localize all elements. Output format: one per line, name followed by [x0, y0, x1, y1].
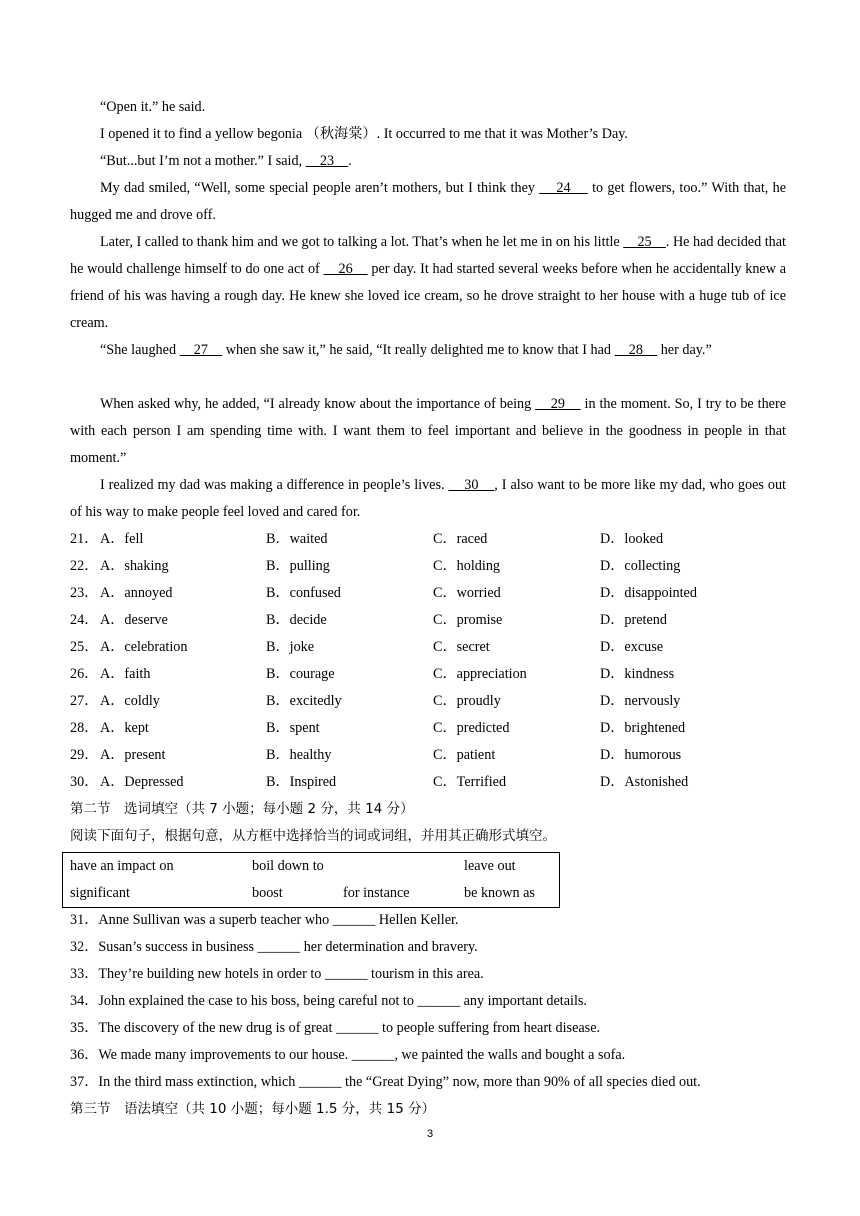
option-b: B．excitedly: [266, 693, 342, 709]
passage-paragraph-realized: I realized my dad was making a difference in people’s lives. 30 , I also want to be more like my dad, who goes out of his way to make people feel loved and cared for.: [70, 477, 786, 520]
option-a: A．celebration: [100, 639, 188, 655]
option-row-28: [70, 715, 790, 742]
question-36: 36．We made many improvements to our house. ______, we painted the walls and bought a sofa.: [70, 1047, 626, 1063]
option-c: C．raced: [433, 531, 488, 547]
passage-line-begonia: I opened it to find a yellow begonia （秋海棠）. It occurred to me that it was Mother’s Day.: [100, 126, 628, 142]
option-a: A．annoyed: [100, 585, 173, 601]
blank-23: 23: [305, 153, 349, 169]
passage-paragraph-when-asked: When asked why, he added, “I already know about the importance of being 29 in the moment. So, I try to be there with each person I am spending time with. I want them to feel important and believe in the goodness in people in that moment.”: [70, 396, 786, 466]
question-33: 33．They’re building new hotels in order to ______ tourism in this area.: [70, 966, 484, 982]
option-c: C．secret: [433, 639, 490, 655]
option-d: D．brightened: [600, 720, 686, 736]
word-bank-item: boost: [252, 885, 283, 901]
section2-heading: 第二节 选词填空（共 7 小题；每小题 2 分，共 14 分）: [70, 801, 414, 817]
option-a: A．Depressed: [100, 774, 184, 790]
option-b: B．courage: [266, 666, 335, 682]
section3-heading: 第三节 语法填空（共 10 小题；每小题 1.5 分，共 15 分）: [70, 1101, 436, 1117]
option-b: B．Inspired: [266, 774, 337, 790]
word-bank-item: be known as: [464, 885, 535, 901]
option-row-29: [70, 742, 790, 769]
option-d: D．humorous: [600, 747, 682, 763]
option-c: C．proudly: [433, 693, 501, 709]
option-row-26: [70, 661, 790, 688]
option-d: D．excuse: [600, 639, 664, 655]
question-number: 27．: [70, 693, 99, 709]
option-c: C．holding: [433, 558, 501, 574]
option-a: A．present: [100, 747, 166, 763]
question-31: 31．Anne Sullivan was a superb teacher who ______ Hellen Keller.: [70, 912, 459, 928]
option-a: A．coldly: [100, 693, 160, 709]
option-d: D．Astonished: [600, 774, 689, 790]
blank-29: 29: [535, 396, 581, 412]
blank-27: 27: [179, 342, 223, 358]
blank-26: 26: [323, 261, 368, 277]
question-number: 21．: [70, 531, 99, 547]
question-37: 37．In the third mass extinction, which ______ the “Great Dying” now, more than 90% of all species died out.: [70, 1074, 701, 1090]
option-b: B．pulling: [266, 558, 330, 574]
option-b: B．confused: [266, 585, 341, 601]
section2-instruction: 阅读下面句子，根据句意，从方框中选择恰当的词或词组，并用其正确形式填空。: [70, 828, 556, 844]
option-row-22: [70, 553, 790, 580]
blank-30: 30: [448, 477, 495, 493]
passage-paragraph-secret: Later, I called to thank him and we got to talking a lot. That’s when he let me in on his little 25 . He had decided that he would challenge himself to do one act of 26 per day. It had started several weeks before when he accidentally knew a friend of his was having a rough day. He knew she loved ice cream, so he drove straight to her house with a huge tub of ice cream.: [70, 234, 787, 331]
blank-25: 25: [623, 234, 666, 250]
question-35: 35．The discovery of the new drug is of great ______ to people suffering from heart disease.: [70, 1020, 601, 1036]
question-number: 30．: [70, 774, 99, 790]
page-number: 3: [426, 1128, 434, 1140]
word-bank-item: have an impact on: [70, 858, 174, 874]
option-b: B．healthy: [266, 747, 332, 763]
option-a: A．faith: [100, 666, 151, 682]
blank-24: 24: [539, 180, 588, 196]
option-d: D．pretend: [600, 612, 667, 628]
word-bank-item: leave out: [464, 858, 516, 874]
option-c: C．promise: [433, 612, 503, 628]
word-bank-item: boil down to: [252, 858, 324, 874]
option-d: D．nervously: [600, 693, 681, 709]
option-b: B．decide: [266, 612, 327, 628]
passage-line-not-mother: “But...but I’m not a mother.” I said, 23 .: [100, 153, 352, 169]
question-32: 32．Susan’s success in business ______ her determination and bravery.: [70, 939, 478, 955]
option-a: A．deserve: [100, 612, 168, 628]
question-number: 26．: [70, 666, 99, 682]
option-row-25: [70, 634, 790, 661]
option-c: C．predicted: [433, 720, 510, 736]
option-c: C．worried: [433, 585, 501, 601]
option-row-27: [70, 688, 790, 715]
option-d: D．collecting: [600, 558, 681, 574]
passage-paragraph-she-laughed: “She laughed 27 when she saw it,” he said, “It really delighted me to know that I had 28 her day.”: [100, 342, 712, 358]
option-b: B．joke: [266, 639, 315, 655]
option-c: C．appreciation: [433, 666, 527, 682]
option-row-30: [70, 769, 790, 796]
option-row-23: [70, 580, 790, 607]
question-number: 28．: [70, 720, 99, 736]
option-a: A．fell: [100, 531, 144, 547]
question-34: 34．John explained the case to his boss, being careful not to ______ any important details.: [70, 993, 587, 1009]
option-a: A．shaking: [100, 558, 169, 574]
option-b: B．spent: [266, 720, 320, 736]
option-c: C．patient: [433, 747, 496, 763]
question-number: 23．: [70, 585, 99, 601]
blank-28: 28: [614, 342, 658, 358]
passage-line-open-it: “Open it.” he said.: [100, 99, 206, 115]
word-bank-box: [62, 852, 560, 908]
question-number: 22．: [70, 558, 99, 574]
option-row-21: [70, 526, 790, 553]
option-a: A．kept: [100, 720, 149, 736]
question-number: 25．: [70, 639, 99, 655]
option-b: B．waited: [266, 531, 328, 547]
question-number: 24．: [70, 612, 99, 628]
option-c: C．Terrified: [433, 774, 507, 790]
word-bank-item: significant: [70, 885, 130, 901]
option-d: D．kindness: [600, 666, 675, 682]
option-d: D．looked: [600, 531, 664, 547]
option-d: D．disappointed: [600, 585, 697, 601]
option-row-24: [70, 607, 790, 634]
word-bank-item: for instance: [343, 885, 410, 901]
question-number: 29．: [70, 747, 99, 763]
passage-paragraph-dad-smiled: My dad smiled, “Well, some special people aren’t mothers, but I think they 24 to get flowers, too.” With that, he hugged me and drove off.: [70, 180, 786, 223]
